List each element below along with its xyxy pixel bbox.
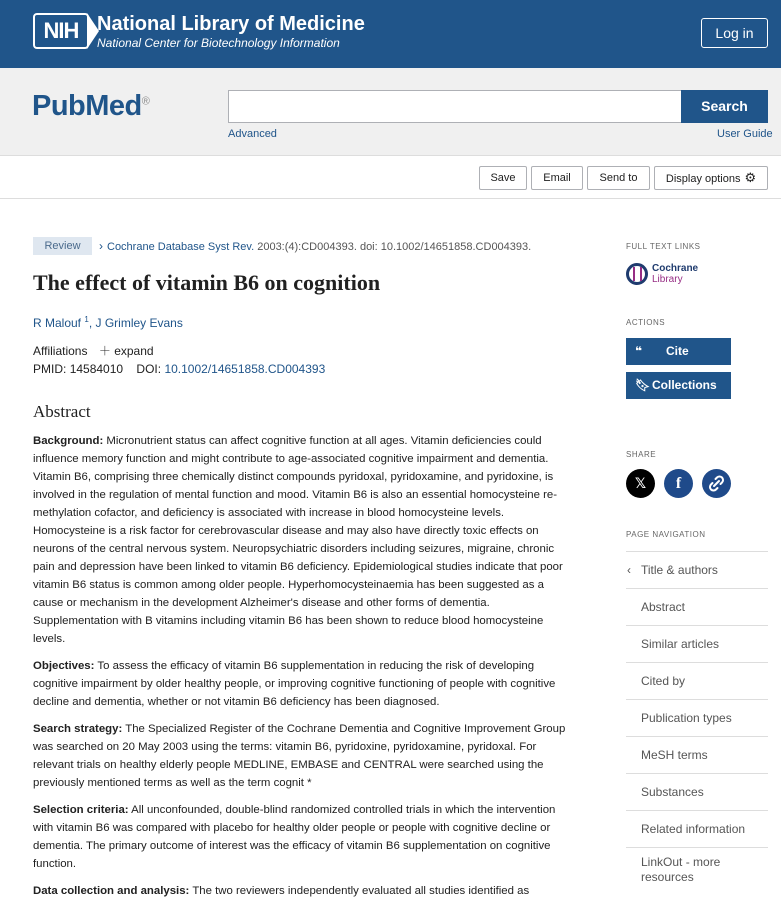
- abstract-section-text: Micronutrient status can affect cognitive function at all ages. Vitamin deficiencies could influence memory function and might contribute to age-associated cognitive impairment and dementia. Vitamin B6, comprising three chemically distinct compounds pyridoxal, pyridoxamine, and pyridoxine, is involved in the regulation of mental function and mood. Vitamin B6 is also an essential homocysteine re-methylation cofactor, and deficiency is associated with increase in blood homocysteine levels. Homocysteine is a risk factor for cerebrovascular disease and may also have directly toxic effects on neurons of the central nervous system. Neuropsychiatric disorders including seizures, migraine, chronic pain and depression have been linked to vitamin B6 deficiency. Epidemiological studies indicate that poor vitamin B6 status is common among older people. Hyperhomocysteinaemia has been suggested as a cause or mechanism in the development Alzheimer's disease and other forms of dementia. Supplementation with B vitamins including vitamin B6 has been shown to reduce blood homocysteine levels.: [33, 435, 563, 645]
- nav-item-abstract[interactable]: Abstract: [626, 589, 768, 626]
- library-text: Library: [652, 274, 683, 285]
- cite-button[interactable]: [626, 338, 731, 365]
- abstract-section: [33, 801, 575, 873]
- action-bar: [0, 157, 781, 199]
- quote-icon: ❝: [635, 344, 643, 358]
- abstract-section-label: Objectives:: [33, 660, 95, 672]
- affiliations-row: [33, 342, 154, 359]
- chevron-left-icon: ‹: [627, 563, 631, 577]
- author-link[interactable]: R Malouf: [33, 316, 82, 330]
- abstract-section: [33, 657, 575, 711]
- doi-label: DOI:: [136, 362, 162, 376]
- pmid-label: PMID:: [33, 362, 67, 376]
- page-navigation-list: [626, 551, 768, 899]
- user-guide-link[interactable]: User Guide: [717, 128, 773, 140]
- chevron-right-icon: ›: [99, 239, 103, 253]
- full-text-links-heading: FULL TEXT LINKS: [626, 242, 701, 251]
- registered-mark: ®: [141, 95, 150, 108]
- abstract-section-label: Data collection and analysis:: [33, 885, 190, 897]
- display-options-label: Display options: [665, 173, 741, 185]
- pubmed-logo-text: PubMed: [32, 90, 142, 122]
- nih-logo[interactable]: NIH: [33, 13, 89, 49]
- search-button[interactable]: Search: [681, 90, 768, 123]
- display-options-button[interactable]: [654, 166, 768, 190]
- citation-details: 2003:(4):CD004393. doi: 10.1002/14651858.CD004393.: [254, 241, 532, 253]
- abstract-heading: Abstract: [33, 402, 91, 421]
- search-band: [0, 68, 781, 156]
- author-link[interactable]: J Grimley Evans: [95, 316, 183, 330]
- expand-affiliations-button[interactable]: expand: [114, 344, 154, 358]
- nav-item-cited-by[interactable]: Cited by: [626, 663, 768, 700]
- actions-heading: ACTIONS: [626, 318, 666, 327]
- affiliations-label: Affiliations: [33, 344, 88, 358]
- nav-item-publication-types[interactable]: Publication types: [626, 700, 768, 737]
- nav-item-title-authors[interactable]: [626, 552, 768, 589]
- abstract-body: [33, 432, 575, 899]
- abstract-section-text: The Specialized Register of the Cochrane Dementia and Cognitive Improvement Group was searched on 20 May 2003 using the terms: vitamin B6, pyridoxine, pyridoxamine, pyridoxal. For relevant trials on healthy elderly people MEDLINE, EMBASE and CENTRAL were searched using the previously mentioned terms as well as the term cognit *: [33, 723, 566, 789]
- nlm-title[interactable]: National Library of Medicine: [97, 13, 365, 35]
- abstract-section-text: To assess the efficacy of vitamin B6 supplementation in reducing the risk of developing cognitive impairment by older healthy people, or improving cognitive functioning of people with cognitive decline and dementia, whether or not vitamin B6 deficiency has been diagnosed.: [33, 660, 556, 708]
- citation-line: [99, 239, 531, 253]
- abstract-section: [33, 432, 575, 648]
- permalink-icon[interactable]: [702, 469, 731, 498]
- abstract-section-text: The two reviewers independently evaluated all studies identified as: [189, 885, 530, 897]
- collections-button[interactable]: [626, 372, 731, 399]
- nav-item-mesh-terms[interactable]: MeSH terms: [626, 737, 768, 774]
- abstract-section-label: Selection criteria:: [33, 804, 129, 816]
- cochrane-text: Cochrane: [652, 263, 699, 274]
- link-icon: [702, 469, 731, 498]
- login-button[interactable]: Log in: [701, 18, 768, 48]
- pubmed-logo[interactable]: [32, 90, 149, 123]
- abstract-section: [33, 882, 575, 899]
- nav-item-label: Title & authors: [641, 563, 718, 577]
- facebook-icon[interactable]: f: [664, 469, 693, 498]
- publication-type-badge: Review: [33, 237, 92, 255]
- ncbi-subtitle: National Center for Biotechnology Information: [97, 36, 340, 50]
- authors-list: [33, 315, 183, 330]
- send-to-button[interactable]: Send to: [587, 166, 650, 190]
- x-twitter-icon[interactable]: 𝕏: [626, 469, 655, 498]
- bookmark-icon: 🔖︎: [635, 378, 651, 392]
- abstract-section-text: All unconfounded, double-blind randomized controlled trials in which the intervention with vitamin B6 was compared with placebo for healthy older people or people with cognitive decline or dementia. The primary outcome of interest was the efficacy of vitamin B6 supplementation on cognitive function.: [33, 804, 556, 870]
- plus-icon[interactable]: ＋: [98, 344, 111, 358]
- abstract-section-label: Background:: [33, 435, 104, 447]
- article-title: The effect of vitamin B6 on cognition: [33, 270, 381, 295]
- collections-label: Collections: [652, 378, 717, 392]
- cite-label: Cite: [666, 344, 689, 358]
- nav-item-related-information[interactable]: Related information: [626, 811, 768, 848]
- nav-item-linkout[interactable]: LinkOut - more resources: [626, 848, 726, 899]
- nih-header: [0, 0, 781, 68]
- journal-link[interactable]: Cochrane Database Syst Rev.: [107, 241, 255, 253]
- gear-icon: ⚙: [744, 170, 757, 185]
- pmid-value: 14584010: [69, 362, 124, 376]
- email-button[interactable]: Email: [531, 166, 583, 190]
- nav-item-similar-articles[interactable]: Similar articles: [626, 626, 768, 663]
- page-navigation-heading: PAGE NAVIGATION: [626, 530, 706, 539]
- affiliation-number[interactable]: 1: [84, 315, 89, 324]
- identifiers-row: [33, 362, 325, 376]
- doi-link[interactable]: 10.1002/14651858.CD004393: [164, 362, 326, 376]
- advanced-search-link[interactable]: Advanced: [228, 128, 277, 140]
- nav-item-substances[interactable]: Substances: [626, 774, 768, 811]
- abstract-section: [33, 720, 575, 792]
- search-input[interactable]: [228, 90, 682, 123]
- abstract-section-label: Search strategy:: [33, 723, 123, 735]
- save-button[interactable]: Save: [479, 166, 527, 190]
- author-separator: ,: [88, 316, 96, 330]
- share-heading: SHARE: [626, 450, 657, 459]
- cochrane-logo-icon: [626, 263, 648, 285]
